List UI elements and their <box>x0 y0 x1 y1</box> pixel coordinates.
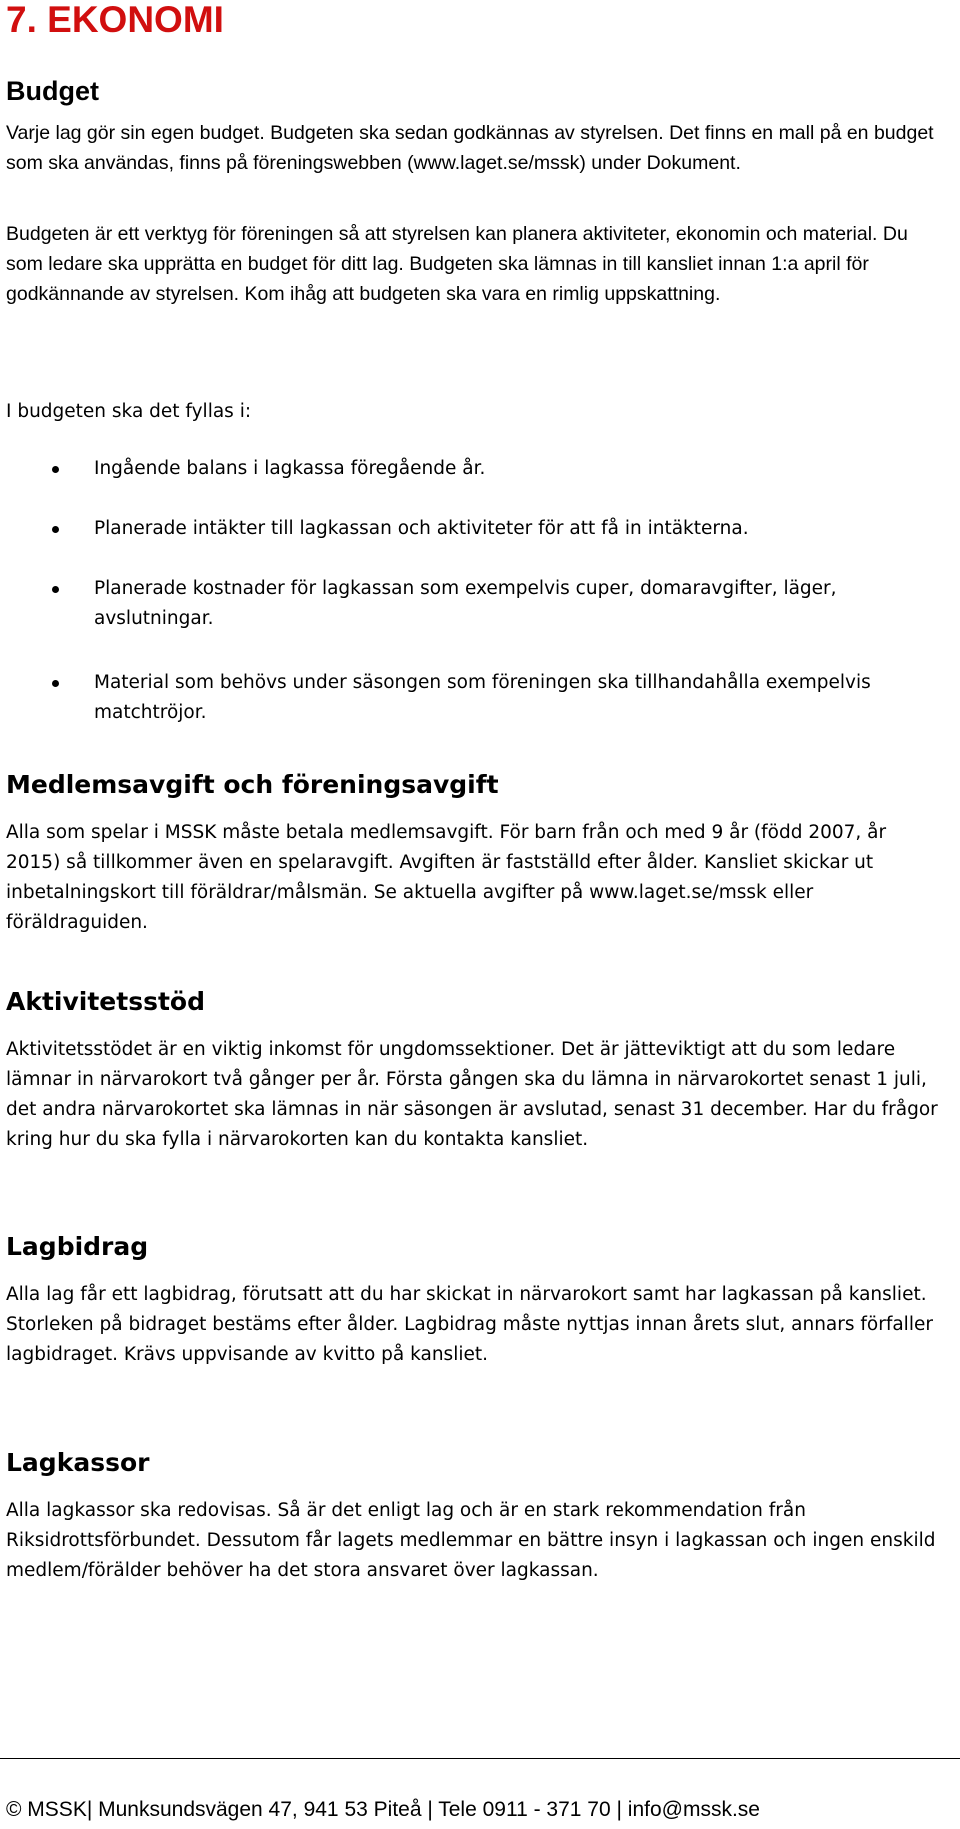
budget-list-intro: I budgeten ska det fyllas i: <box>6 401 252 422</box>
section-heading-budget: Budget <box>6 76 99 106</box>
list-item: Ingående balans i lagkassa föregående år. <box>6 454 946 484</box>
list-item: Planerade kostnader för lagkassan som exempelvis cuper, domaravgifter, läger, avslutningar. <box>6 574 946 634</box>
list-item: Planerade intäkter till lagkassan och aktiviteter för att få in intäkterna. <box>6 514 946 544</box>
budget-list <box>6 454 946 728</box>
lagkassor-paragraph: Alla lagkassor ska redovisas. Så är det enligt lag och är en stark rekommendation från Riksidrottsförbundet. Dessutom får lagets medlemmar en bättre insyn i lagkassan och ingen enskild medlem/förälder behöver ha det stora ansvaret över lagkassan. <box>6 1500 936 1581</box>
lagbidrag-paragraph: Alla lag får ett lagbidrag, förutsatt att du har skickat in närvarokort samt har lagkassan på kansliet. Storleken på bidraget bestäms efter ålder. Lagbidrag måste nyttjas innan årets slut, annars förfaller lagbidraget. Krävs uppvisande av kvitto på kansliet. <box>6 1284 933 1365</box>
section-heading-lagbidrag: Lagbidrag <box>6 1232 149 1261</box>
bullet-icon <box>52 680 59 687</box>
bullet-icon <box>52 526 59 533</box>
budget-paragraph-2-a: Budgeten är ett verktyg för föreningen så att styrelsen kan planera aktiviteter, ekonomin och material. <box>6 223 878 245</box>
medlemsavgift-paragraph-d: Kansliet skickar ut inbetalningskort till föräldrar/målsmän. <box>6 852 874 903</box>
chapter-title: 7. EKONOMI <box>6 0 224 40</box>
budget-paragraph-2-c: Budgeten ska lämnas in till kansliet innan 1:a april för godkännande av styrelsen. <box>6 253 869 305</box>
budget-paragraph-2-d: Kom ihåg att budgeten ska vara en rimlig uppskattning. <box>244 283 721 305</box>
medlemsavgift-paragraph-e: Se aktuella avgifter på www.laget.se/mssk eller föräldraguiden. <box>6 882 814 933</box>
bullet-icon <box>52 586 59 593</box>
medlemsavgift-paragraph <box>6 818 946 938</box>
section-heading-medlemsavgift: Medlemsavgift och föreningsavgift <box>6 770 499 799</box>
medlemsavgift-paragraph-b: För barn från och med 9 år (född 2007, år 2015) så tillkommer även en spelaravgift. <box>6 822 887 873</box>
aktivitetsstod-paragraph: Aktivitetsstödet är en viktig inkomst för ungdomssektioner. Det är jätteviktigt att du som ledare lämnar in närvarokort två gånger per år. Första gången ska du lämna in närvarokortet senast 1 juli, det andra närvarokortet ska lämnas in när säsongen är avslutad, senast 31 december. Har du frågor kring hur du ska fylla i närvarokorten kan du kontakta kansliet. <box>6 1039 938 1150</box>
section-heading-aktivitetsstod: Aktivitetsstöd <box>6 987 205 1016</box>
page-footer: © MSSK| Munksundsvägen 47, 941 53 Piteå | Tele 0911 - 371 70 | info@mssk.se <box>6 1798 760 1821</box>
medlemsavgift-paragraph-c: Avgiften är fastställd efter ålder. <box>399 852 699 873</box>
list-item: Material som behövs under säsongen som föreningen ska tillhandahålla exempelvis matchtröjor. <box>6 668 946 728</box>
footer-divider <box>0 1758 960 1759</box>
medlemsavgift-paragraph-a: Alla som spelar i MSSK måste betala medlemsavgift. <box>6 822 494 843</box>
budget-paragraph-2 <box>6 219 946 309</box>
section-heading-lagkassor: Lagkassor <box>6 1448 150 1477</box>
bullet-icon <box>52 466 59 473</box>
budget-paragraph-2-b: Du som ledare ska upprätta en budget för ditt lag. <box>6 223 908 275</box>
budget-paragraph-1: Varje lag gör sin egen budget. Budgeten ska sedan godkännas av styrelsen. Det finns en mall på en budget som ska användas, finns på föreningswebben (www.laget.se/mssk) under Dokument. <box>6 122 934 174</box>
